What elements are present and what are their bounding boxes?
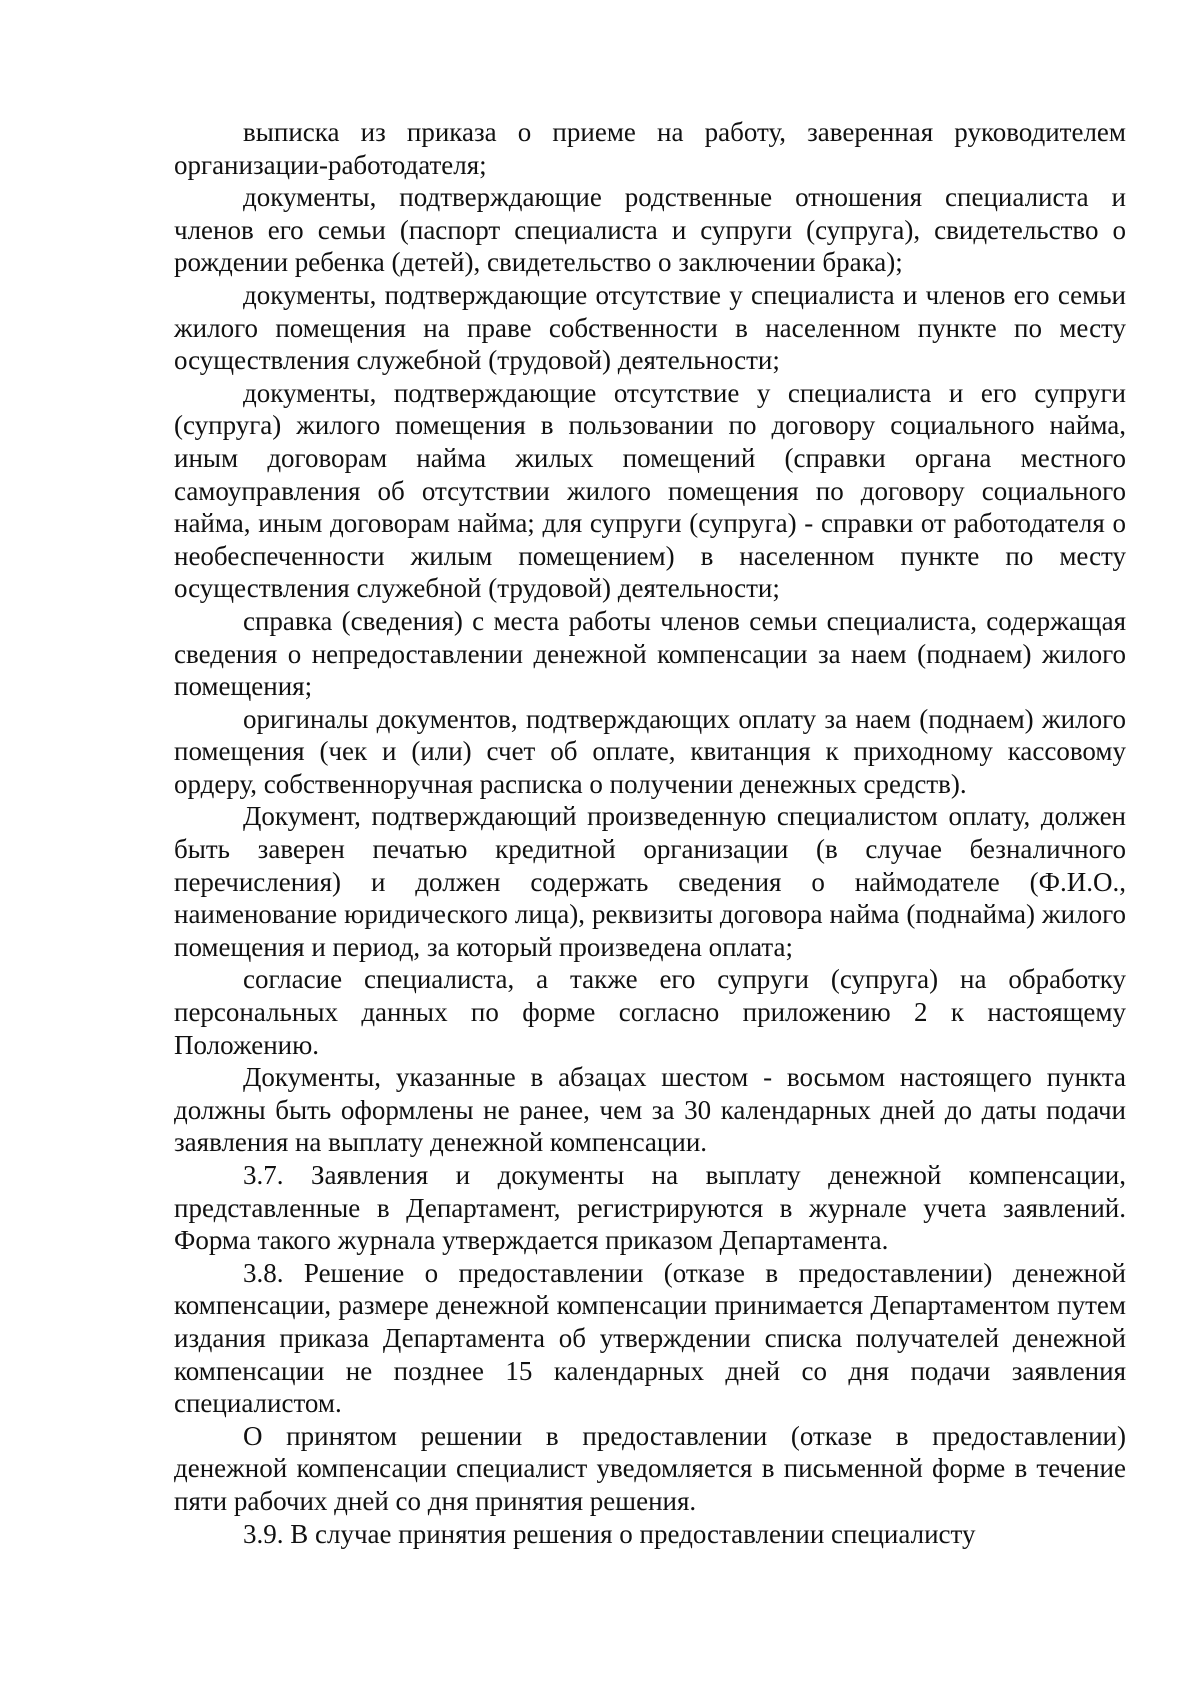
paragraph-payment-document-requirements: Документ, подтверждающий произведенную специалистом оплату, должен быть заверен печатью кредитной организации (в случае безналичного перечисления) и должен содержать сведения о наймодателе (Ф.И.О., наименование юридического лица), реквизиты договора найма (поднайма) жилого помещения и период, за который произведена оплата; [174,801,1126,962]
paragraph-no-social-lease-docs: документы, подтверждающие отсутствие у специалиста и его супруги (супруга) жилого помещения в пользовании по договору социального найма, иным договорам найма жилых помещений (справки органа местного самоуправления об отсутствии жилого помещения по договору социального найма, иным договорам найма; для супруги (супруга) - справки от работодателя о необеспеченности жилым помещением) в населенном пункте по месту осуществления служебной (трудовой) деятельности; [174,377,1126,604]
paragraph-personal-data-consent: согласие специалиста, а также его супруги (супруга) на обработку персональных данных по форме согласно приложению 2 к настоящему Положению. [174,964,1126,1060]
paragraph-family-relation-docs: документы, подтверждающие родственные отношения специалиста и членов его семьи (паспорт специалиста и супруги (супруга), свидетельство о рождении ребенка (детей), свидетельство о заключении брака); [174,182,1126,278]
paragraph-document-validity: Документы, указанные в абзацах шестом - восьмом настоящего пункта должны быть оформлены не ранее, чем за 30 календарных дней до даты подачи заявления на выплату денежной компенсации. [174,1062,1126,1158]
paragraph-clause-3-7: 3.7. Заявления и документы на выплату денежной компенсации, представленные в Департамент, регистрируются в журнале учета заявлений. Форма такого журнала утверждается приказом Департамента. [174,1160,1126,1256]
paragraph-payment-originals: оригиналы документов, подтверждающих оплату за наем (поднаем) жилого помещения (чек и (или) счет об оплате, квитанция к приходному кассовому ордеру, собственноручная расписка о получении денежных средств). [174,703,1126,799]
paragraph-order-extract: выписка из приказа о приеме на работу, заверенная руководителем организации-работодателя; [174,117,1126,180]
document-body [174,116,1126,1550]
paragraph-clause-3-8: 3.8. Решение о предоставлении (отказе в предоставлении) денежной компенсации, размере денежной компенсации принимается Департаментом путем издания приказа Департамента об утверждении списка получателей денежной компенсации не позднее 15 календарных дней со дня подачи заявления специалистом. [174,1257,1126,1419]
paragraph-clause-3-9: 3.9. В случае принятия решения о предоставлении специалисту [243,1518,976,1549]
paragraph-workplace-certificate: справка (сведения) с места работы членов семьи специалиста, содержащая сведения о непредоставлении денежной компенсации за наем (поднаем) жилого помещения; [174,605,1126,702]
paragraph-no-ownership-docs: документы, подтверждающие отсутствие у специалиста и членов его семьи жилого помещения на праве собственности в населенном пункте по месту осуществления служебной (трудовой) деятельности; [174,279,1126,376]
paragraph-decision-notification: О принятом решении в предоставлении (отказе в предоставлении) денежной компенсации специалист уведомляется в письменной форме в течение пяти рабочих дней со дня принятия решения. [174,1420,1126,1516]
